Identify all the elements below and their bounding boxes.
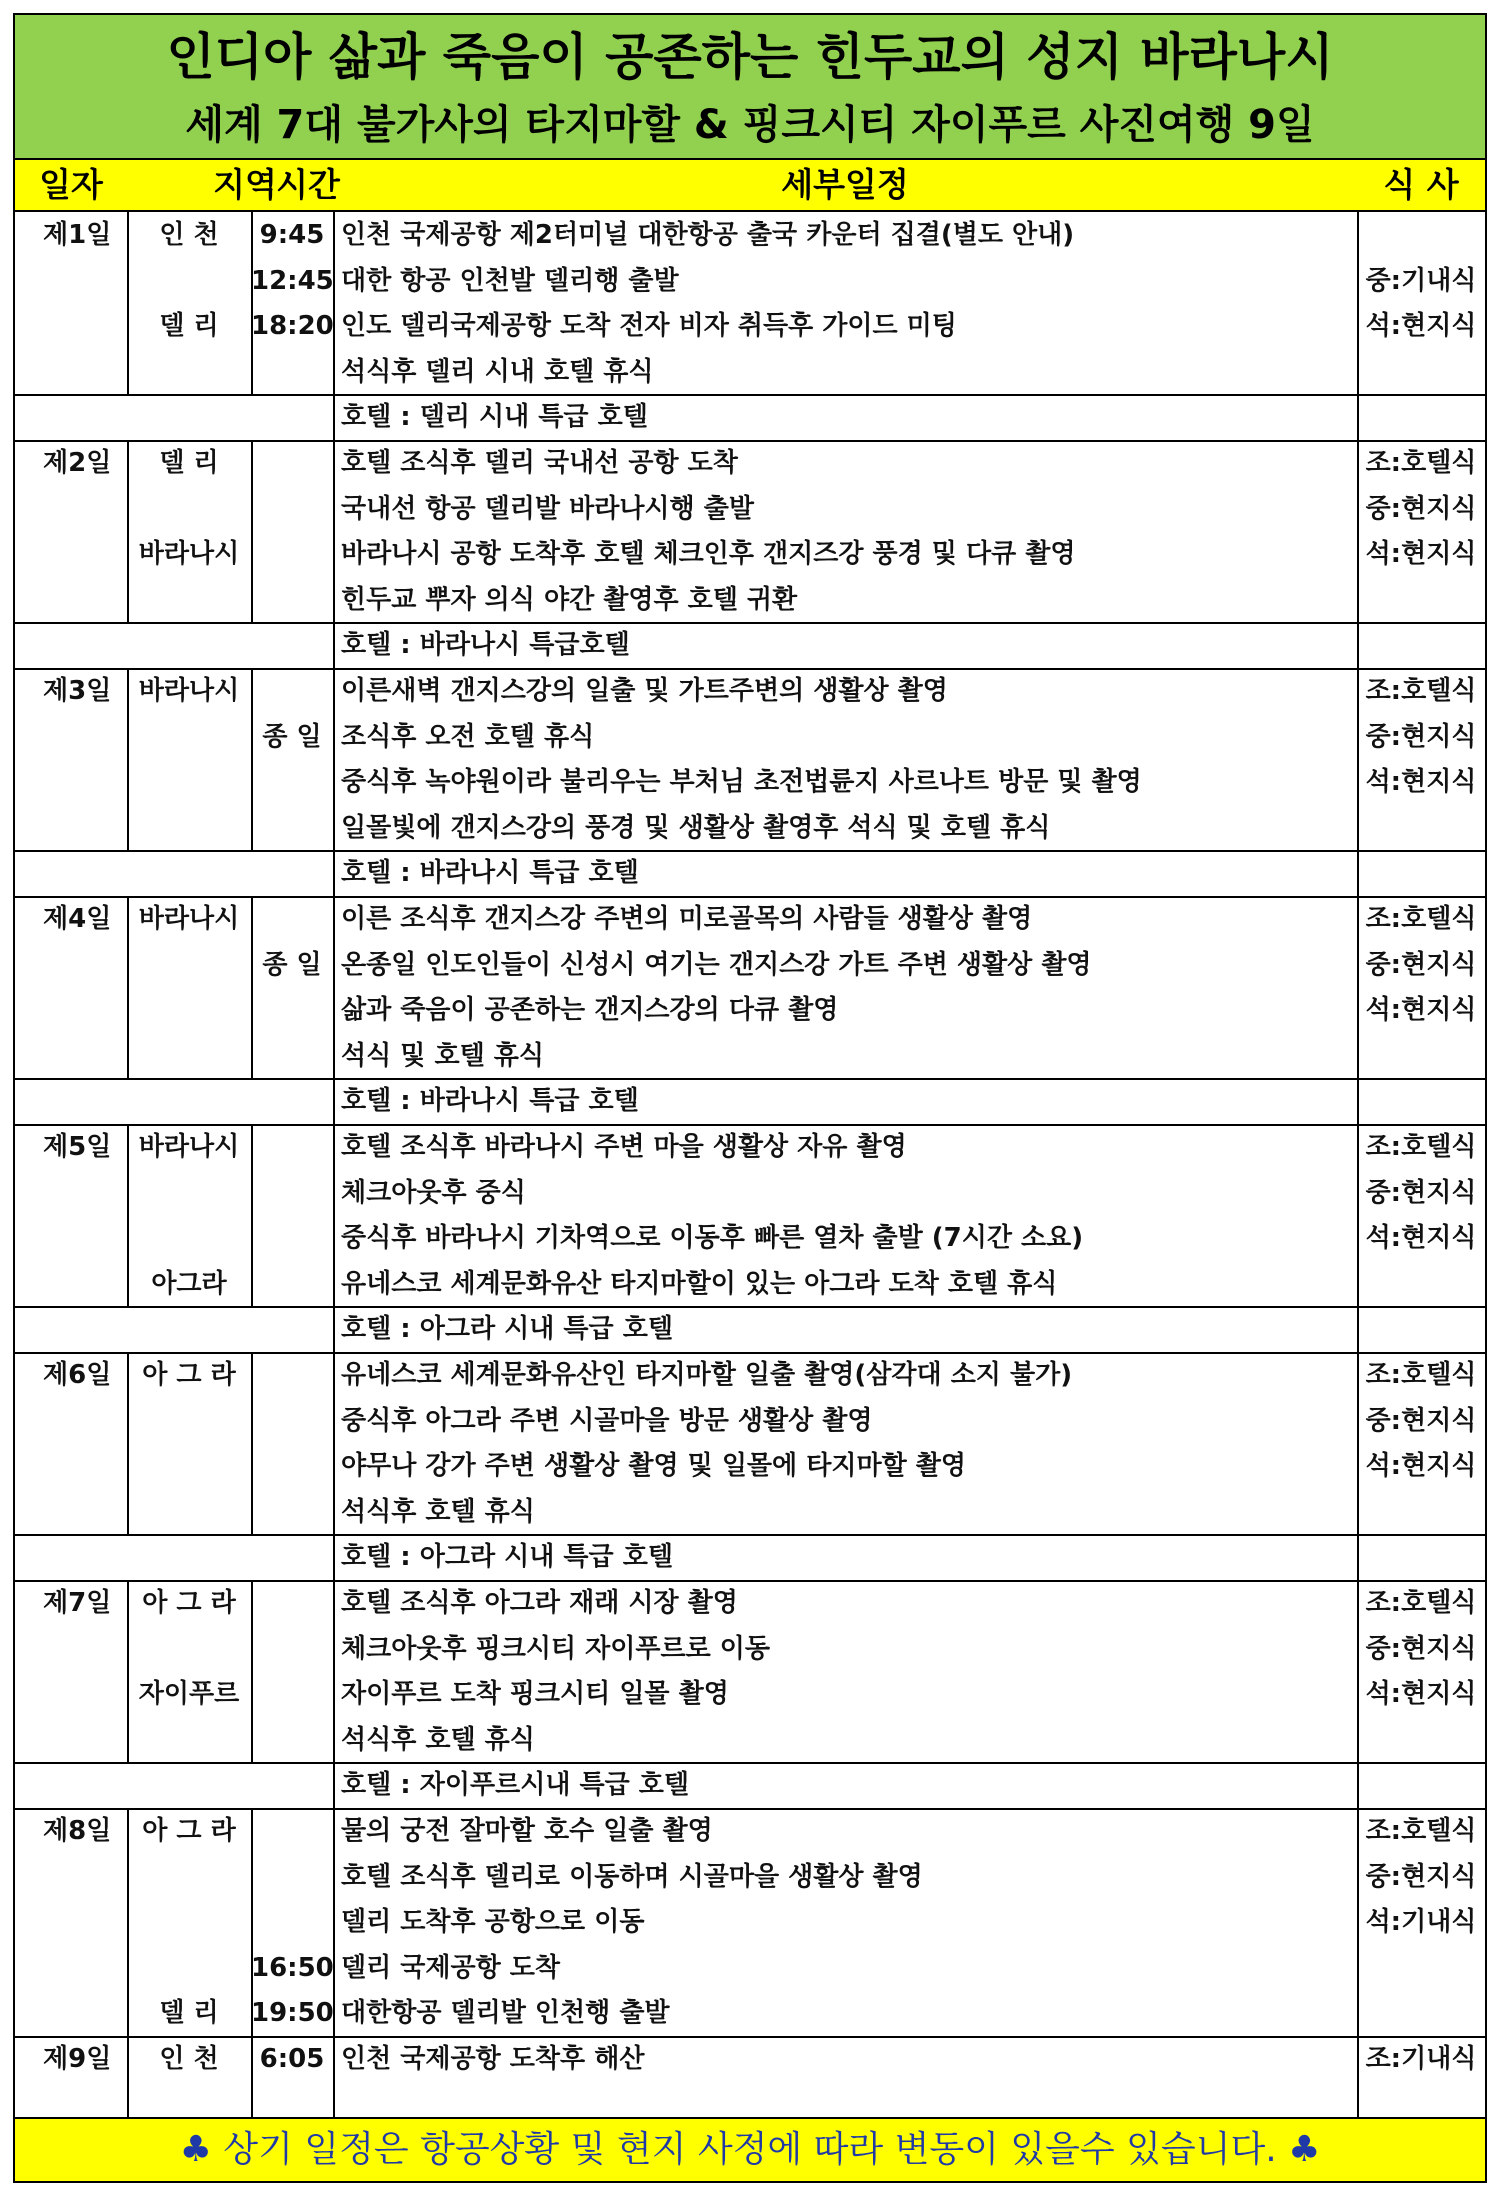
meal-cell: 중:현지식 [1365, 1405, 1477, 1436]
hotel-info: 호텔 : 델리 시내 특급 호텔 [341, 402, 648, 433]
detail-cell: 석식 및 호텔 휴식 [341, 1040, 544, 1071]
day-label: 제4일 [43, 904, 112, 934]
meal-cell: 석:기내식 [1365, 1907, 1477, 1938]
meal-cell [1357, 1489, 1485, 1535]
day-label: 제5일 [43, 1132, 112, 1162]
time-cell: 16:50 [251, 1952, 334, 1983]
region-cell: 델 리 [159, 448, 219, 478]
meal-cell: 조:호텔식 [1365, 676, 1477, 706]
header-day: 일자 [39, 165, 103, 204]
hotel-info: 호텔 : 바라나시 특급호텔 [341, 630, 630, 661]
meal-cell [1357, 1717, 1485, 1763]
time-cell [251, 1626, 333, 1672]
detail-cell: 체크아웃후 핑크시티 자이푸르로 이동 [341, 1633, 771, 1664]
time-cell [251, 577, 333, 623]
meal-cell: 중:현지식 [1365, 1633, 1477, 1664]
meal-cell: 중:기내식 [1365, 265, 1477, 296]
day-label: 제6일 [43, 1360, 112, 1390]
hotel-info: 호텔 : 바라나시 특급 호텔 [341, 1086, 639, 1117]
time-cell [251, 805, 333, 851]
hotel-info: 호텔 : 아그라 시내 특급 호텔 [341, 1314, 673, 1345]
detail-cell: 체크아웃후 중식 [341, 1177, 526, 1208]
region-cell [127, 987, 251, 1033]
table-header [15, 160, 1485, 212]
time-cell [251, 531, 333, 577]
header-region: 지역 [213, 165, 277, 204]
day-label: 제2일 [43, 448, 112, 478]
main-title: 인디아 삶과 죽음이 공존하는 힌두교의 성지 바라나시 [166, 28, 1334, 86]
region-cell [127, 486, 251, 532]
time-cell [251, 1398, 333, 1444]
region-cell: 아 그 라 [142, 1816, 236, 1846]
time-cell [251, 1671, 333, 1717]
region-cell [127, 258, 251, 304]
time-cell [251, 987, 333, 1033]
detail-cell: 델리 도착후 공항으로 이동 [341, 1907, 645, 1938]
region-cell [127, 349, 251, 395]
time-cell [251, 349, 333, 395]
meal-cell: 중:현지식 [1365, 721, 1477, 752]
meal-cell: 조:호텔식 [1365, 448, 1477, 478]
detail-cell: 조식후 오전 호텔 휴식 [341, 721, 595, 752]
detail-cell: 힌두교 뿌자 의식 야간 촬영후 호텔 귀환 [341, 584, 798, 615]
detail-cell: 인천 국제공항 도착후 해산 [341, 2044, 645, 2074]
detail-cell: 석식후 델리 시내 호텔 휴식 [341, 356, 654, 387]
time-cell [251, 1124, 333, 1170]
region-cell: 아 그 라 [142, 1588, 236, 1618]
region-cell [127, 714, 251, 760]
meal-cell [1357, 1033, 1485, 1079]
detail-cell: 물의 궁전 잘마할 호수 일출 촬영 [341, 1816, 713, 1846]
day-label: 제9일 [43, 2044, 112, 2074]
time-cell: 19:50 [251, 1998, 334, 2029]
detail-cell: 자이푸르 도착 핑크시티 일몰 촬영 [341, 1679, 729, 1710]
time-cell [251, 1215, 333, 1261]
time-cell [251, 1580, 333, 1626]
detail-cell: 바라나시 공항 도착후 호텔 체크인후 갠지즈강 풍경 및 다큐 촬영 [341, 539, 1076, 570]
meal-cell: 석:현지식 [1365, 767, 1477, 798]
region-cell: 아그라 [151, 1268, 227, 1299]
meal-cell [1357, 349, 1485, 395]
day-label: 제8일 [43, 1816, 112, 1846]
club-icon: ♣ [179, 2129, 212, 2170]
meal-cell [1357, 1945, 1485, 1991]
region-cell: 인 천 [159, 220, 219, 250]
time-cell: 12:45 [251, 265, 334, 296]
detail-cell: 야무나 강가 주변 생활상 촬영 및 일몰에 타지마할 촬영 [341, 1451, 966, 1482]
detail-cell: 이른 조식후 갠지스강 주변의 미로골목의 사람들 생활상 촬영 [341, 904, 1033, 934]
time-cell [251, 440, 333, 486]
region-cell [127, 1215, 251, 1261]
meal-cell: 중:현지식 [1365, 1861, 1477, 1892]
time-cell [251, 1899, 333, 1945]
region-cell [127, 1854, 251, 1900]
detail-cell: 유네스코 세계문화유산 타지마할이 있는 아그라 도착 호텔 휴식 [341, 1268, 1058, 1299]
meal-cell [1357, 805, 1485, 851]
meal-cell: 석:현지식 [1365, 311, 1477, 342]
time-cell [251, 668, 333, 714]
time-cell: 18:20 [251, 311, 334, 342]
meal-cell: 중:현지식 [1365, 949, 1477, 980]
meal-cell: 석:현지식 [1365, 1451, 1477, 1482]
region-cell: 자이푸르 [138, 1679, 240, 1710]
club-icon: ♣ [1288, 2129, 1321, 2170]
detail-cell: 석식후 호텔 휴식 [341, 1496, 535, 1527]
region-cell [127, 805, 251, 851]
region-cell [127, 1945, 251, 1991]
meal-cell: 조:호텔식 [1365, 1132, 1477, 1162]
region-cell [127, 1398, 251, 1444]
time-cell: 종 일 [262, 721, 322, 752]
footer-text: 상기 일정은 항공상황 및 현지 사정에 따라 변동이 있을수 있습니다. [223, 2129, 1277, 2170]
time-cell: 6:05 [259, 2044, 325, 2074]
time-cell [251, 1352, 333, 1398]
meal-cell: 석:현지식 [1365, 1223, 1477, 1254]
region-cell: 델 리 [159, 1998, 219, 2029]
time-cell [251, 1808, 333, 1854]
time-cell: 9:45 [259, 220, 325, 250]
time-cell: 종 일 [262, 949, 322, 980]
region-cell [127, 1717, 251, 1763]
time-cell [251, 1443, 333, 1489]
detail-cell: 국내선 항공 델리발 바라나시행 출발 [341, 493, 754, 524]
hotel-info: 호텔 : 자이푸르시내 특급 호텔 [341, 1770, 689, 1801]
region-cell [127, 1033, 251, 1079]
region-cell [127, 1443, 251, 1489]
region-cell [127, 577, 251, 623]
time-cell [251, 1854, 333, 1900]
detail-cell: 호텔 조식후 바라나시 주변 마을 생활상 자유 촬영 [341, 1132, 907, 1162]
detail-cell: 중식후 바라나시 기차역으로 이동후 빠른 열차 출발 (7시간 소요) [341, 1223, 1084, 1254]
meal-cell: 조:호텔식 [1365, 1360, 1477, 1390]
time-cell [251, 1261, 333, 1307]
time-cell [251, 486, 333, 532]
time-cell [251, 1033, 333, 1079]
meal-cell [1357, 1261, 1485, 1307]
region-cell [127, 759, 251, 805]
detail-cell: 유네스코 세계문화유산인 타지마할 일출 촬영(삼각대 소지 불가) [341, 1360, 1073, 1390]
meal-cell: 석:현지식 [1365, 995, 1477, 1026]
region-cell: 바라나시 [138, 904, 240, 934]
footer-note [15, 2117, 1485, 2181]
hotel-info: 호텔 : 아그라 시내 특급 호텔 [341, 1542, 673, 1573]
time-cell [251, 759, 333, 805]
detail-cell: 이른새벽 갠지스강의 일출 및 가트주변의 생활상 촬영 [341, 676, 948, 706]
detail-cell: 호텔 조식후 아그라 재래 시장 촬영 [341, 1588, 738, 1618]
header-detail: 세부일정 [781, 165, 909, 204]
region-cell: 인 천 [159, 2044, 219, 2074]
region-cell: 바라나시 [138, 539, 240, 570]
detail-cell: 대한항공 델리발 인천행 출발 [341, 1998, 670, 2029]
detail-cell: 델리 국제공항 도착 [341, 1952, 561, 1983]
header-time: 시간 [276, 165, 340, 204]
detail-cell: 호텔 조식후 델리로 이동하며 시골마을 생활상 촬영 [341, 1861, 923, 1892]
detail-cell: 삶과 죽음이 공존하는 갠지스강의 다큐 촬영 [341, 995, 839, 1026]
header-meal: 식 사 [1383, 165, 1459, 204]
meal-cell: 조:호텔식 [1365, 1816, 1477, 1846]
time-cell [251, 1489, 333, 1535]
meal-cell [1357, 212, 1485, 258]
meal-cell: 중:현지식 [1365, 493, 1477, 524]
detail-cell: 대한 항공 인천발 델리행 출발 [341, 265, 679, 296]
detail-cell: 인천 국제공항 제2터미널 대한항공 출국 카운터 집결(별도 안내) [341, 220, 1075, 250]
time-cell [251, 1170, 333, 1216]
detail-cell: 호텔 조식후 델리 국내선 공항 도착 [341, 448, 738, 478]
region-cell [127, 1626, 251, 1672]
region-cell [127, 942, 251, 988]
meal-cell: 조:호텔식 [1365, 904, 1477, 934]
sub-title: 세계 7대 불가사의 타지마할 & 핑크시티 자이푸르 사진여행 9일 [185, 102, 1315, 148]
region-cell [127, 1170, 251, 1216]
region-cell [127, 1899, 251, 1945]
detail-cell: 온종일 인도인들이 신성시 여기는 갠지스강 가트 주변 생활상 촬영 [341, 949, 1092, 980]
day-label: 제7일 [43, 1588, 112, 1618]
hotel-info: 호텔 : 바라나시 특급 호텔 [341, 858, 639, 889]
meal-cell [1357, 1990, 1485, 2036]
meal-cell: 석:현지식 [1365, 539, 1477, 570]
detail-cell: 인도 델리국제공항 도착 전자 비자 취득후 가이드 미팅 [341, 311, 957, 342]
region-cell [127, 1489, 251, 1535]
region-cell: 바라나시 [138, 676, 240, 706]
detail-cell: 일몰빛에 갠지스강의 풍경 및 생활상 촬영후 석식 및 호텔 휴식 [341, 812, 1051, 843]
detail-cell: 중식후 녹야원이라 불리우는 부처님 초전법륜지 사르나트 방문 및 촬영 [341, 767, 1142, 798]
itinerary-sheet [13, 13, 1487, 2183]
detail-cell: 중식후 아그라 주변 시골마을 방문 생활상 촬영 [341, 1405, 873, 1436]
region-cell: 바라나시 [138, 1132, 240, 1162]
region-cell: 아 그 라 [142, 1360, 236, 1390]
time-cell [251, 896, 333, 942]
meal-cell: 중:현지식 [1365, 1177, 1477, 1208]
region-cell: 델 리 [159, 311, 219, 342]
day-label: 제1일 [43, 220, 112, 250]
meal-cell [1357, 577, 1485, 623]
meal-cell: 조:기내식 [1365, 2044, 1477, 2074]
meal-cell: 석:현지식 [1365, 1679, 1477, 1710]
meal-cell: 조:호텔식 [1365, 1588, 1477, 1618]
time-cell [251, 1717, 333, 1763]
detail-cell: 석식후 호텔 휴식 [341, 1724, 535, 1755]
day-label: 제3일 [43, 676, 112, 706]
title-banner [15, 15, 1485, 160]
